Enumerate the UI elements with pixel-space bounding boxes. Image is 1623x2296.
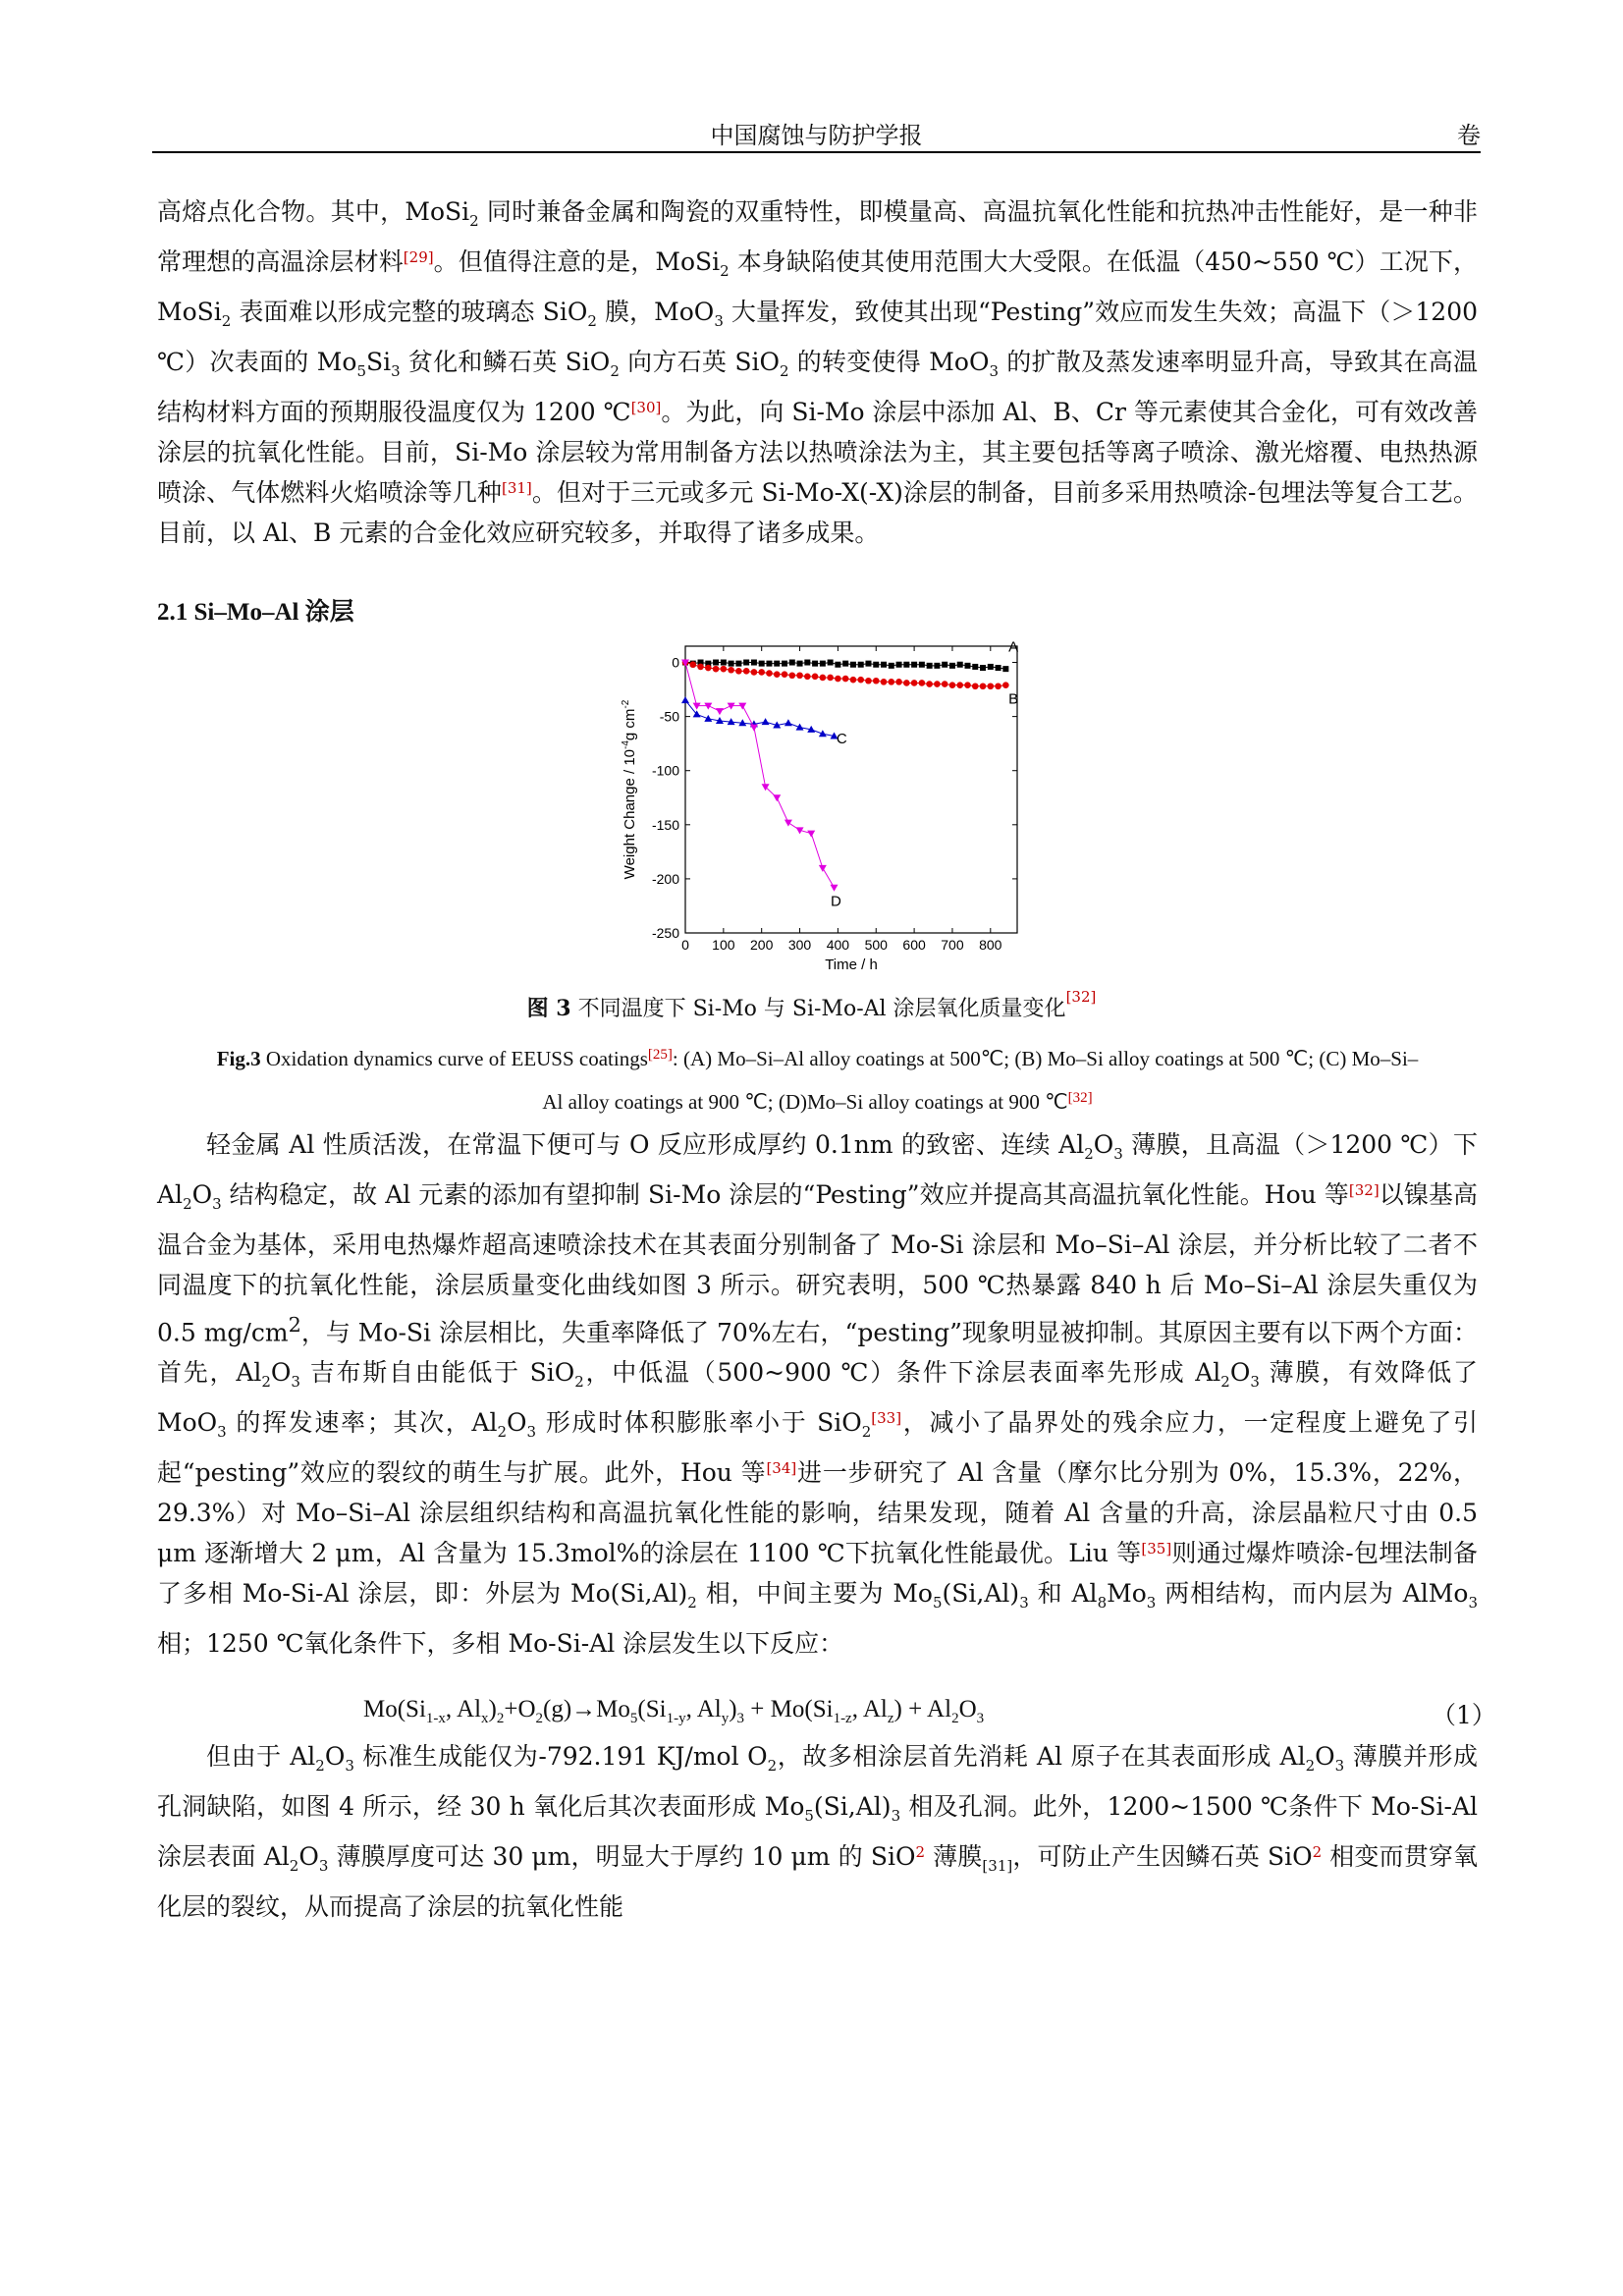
citation[interactable]: [33] xyxy=(871,1409,902,1428)
data-point-B xyxy=(857,677,864,683)
data-point-B xyxy=(689,661,696,668)
data-point-A xyxy=(828,660,834,666)
data-point-A xyxy=(942,662,947,668)
data-point-A xyxy=(797,661,803,667)
data-point-B xyxy=(812,674,819,681)
series-label-B: B xyxy=(1008,690,1019,708)
data-point-B xyxy=(774,671,781,678)
x-tick-label: 600 xyxy=(902,937,926,953)
data-point-B xyxy=(1002,682,1009,688)
data-point-D xyxy=(819,865,827,872)
data-point-B xyxy=(988,683,995,689)
data-point-A xyxy=(889,663,894,669)
data-point-A xyxy=(850,662,856,668)
x-tick-label: 0 xyxy=(681,937,689,953)
data-point-B xyxy=(926,681,933,687)
data-point-A xyxy=(1002,666,1008,672)
equation-1: $Mo(Si_{1-x}$, $Al_x)_2+O_2(g)\to Mo_5(Si_{1-y}$, $Al_y)_3 + Mo(Si_{1-z}$, $Al_z) + Al_2O_3$ xyxy=(363,1696,985,1726)
figure-caption-en: Fig.3 Oxidation dynamics curve of EEUSS coatings[25]: (A) Mo–Si–Al alloy coatings at 500℃; (B) Mo–Si alloy coatings at 500 ℃; (C) Mo–Si–Al alloy coatings at 900 ℃; (D)Mo–Si alloy coatings at 900 ℃[32] xyxy=(216,1047,1419,1114)
data-point-A xyxy=(789,660,795,666)
data-point-B xyxy=(980,683,987,689)
data-point-B xyxy=(949,682,956,688)
data-point-A xyxy=(972,664,978,670)
data-point-B xyxy=(873,678,880,684)
paragraph-al2o3: 但由于 $Al_2O_3$ 标准生成能仅为-792.191 KJ/mol $O_2$，故多相涂层首先消耗 Al 原子在其表面形成 $Al_2O_3$ 薄膜并形成孔洞缺陷，如图 4 所示，经 30 h 氧化后其次表面形成 $Mo_5(Si,Al)_3$ 相及孔洞。此外，1200~1500 ℃条件下 Mo-Si-Al 涂层表面 $Al_2O_3$ 薄膜厚度可达 30 μm，明显大于厚约 10 μm 的 SiO$^2$ 薄膜$_{[31]}$，可防止产生因鳞石英 SiO$^2$ 相变而贯穿氧化层的裂纹，从而提高了涂层的抗氧化性能 xyxy=(157,1742,1479,1921)
y-axis-label: Weight Change / $10^{-4}g$ $cm^{-2}$ xyxy=(621,699,638,880)
data-point-B xyxy=(835,676,841,683)
data-point-B xyxy=(964,682,971,688)
data-point-A xyxy=(988,664,994,670)
citation[interactable]: [32] xyxy=(1348,1181,1380,1199)
paragraph-al: 轻金属 Al 性质活泼，在常温下便可与 O 反应形成厚约 0.1nm 的致密、连续 $Al_2O_3$ 薄膜，且高温（＞1200 ℃）下 $Al_2O_3$ 结构稳定，故 Al 元素的添加有望抑制 Si-Mo 涂层的“Pesting”效应并提高其高温抗氧化性能。Hou 等[32]以镍基高温合金为基体，采用电热爆炸超高速喷涂技术在其表面分别制备了 Mo-Si 涂层和 Mo–Si–Al 涂层，并分析比较了二者不同温度下的抗氧化性能，涂层质量变化曲线如图 3 所示。研究表明，500 ℃热暴露 840 h 后 Mo–Si–Al 涂层失重仅为 0.5 $mg/cm^2$，与 Mo-Si 涂层相比，失重率降低了 70%左右，“pesting”现象明显被抑制。其原因主要有以下两个方面：首先，$Al_2O_3$ 吉布斯自由能低于 SiO$_2$，中低温（500~900 ℃）条件下涂层表面率先形成 $Al_2O_3$ 薄膜，有效降低了 MoO$_3$ 的挥发速率；其次，$Al_2O_3$ 形成时体积膨胀率小于 SiO$_2$[33]，减小了晶界处的残余应力，一定程度上避免了引起“pesting”效应的裂纹的萌生与扩展。此外，Hou 等[34]进一步研究了 Al 含量（摩尔比分别为 0%，15.3%，22%，29.3%）对 Mo–Si–Al 涂层组织结构和高温抗氧化性能的影响，结果发现，随着 Al 含量的升高，涂层晶粒尺寸由 0.5 μm 逐渐增大 2 μm，Al 含量为 15.3mol%的涂层在 1100 ℃下抗氧化性能最优。Liu 等[35]则通过爆炸喷涂-包埋法制备了多相 Mo-Si-Al 涂层，即：外层为 $Mo(Si,Al)_2$ 相，中间主要为 $Mo_5(Si,Al)_3$ 和 $Al_8Mo_3$ 两相结构，而内层为 AlMo$_3$ 相；1250 ℃氧化条件下，多相 Mo-Si-Al 涂层发生以下反应： xyxy=(157,1130,1479,1659)
data-point-D xyxy=(750,725,758,732)
data-point-B xyxy=(820,675,827,682)
data-point-D xyxy=(784,820,792,827)
plot-frame xyxy=(685,646,1017,933)
y-tick-label: 0 xyxy=(672,654,679,671)
data-point-A xyxy=(927,663,933,669)
data-point-B xyxy=(713,666,720,673)
x-tick-label: 200 xyxy=(750,937,774,953)
data-point-A xyxy=(903,662,909,668)
data-point-A xyxy=(766,661,772,667)
data-point-A xyxy=(820,661,826,667)
data-point-B xyxy=(735,668,742,675)
data-point-A xyxy=(713,660,719,666)
data-point-B xyxy=(782,671,788,678)
weight-change-chart xyxy=(609,638,1031,992)
y-tick-label: -200 xyxy=(651,870,679,887)
data-point-B xyxy=(743,668,750,675)
series-label-A: A xyxy=(1008,638,1019,656)
data-point-A xyxy=(759,661,765,667)
data-point-B xyxy=(865,678,872,684)
data-point-B xyxy=(995,683,1001,689)
data-point-A xyxy=(743,660,749,666)
data-point-A xyxy=(980,665,986,671)
data-point-A xyxy=(729,661,734,667)
data-point-B xyxy=(842,676,849,683)
y-tick-label: -50 xyxy=(659,708,679,725)
data-point-B xyxy=(796,672,803,679)
data-point-B xyxy=(942,681,948,687)
data-point-C xyxy=(762,718,770,725)
data-point-B xyxy=(919,680,926,686)
x-axis-label: Time / h xyxy=(825,957,878,973)
data-point-B xyxy=(888,679,894,685)
data-point-D xyxy=(831,885,839,892)
equation-number: （1） xyxy=(1432,1701,1496,1729)
data-point-B xyxy=(788,672,795,679)
data-point-A xyxy=(949,663,955,669)
citation[interactable]: [34] xyxy=(766,1459,797,1478)
data-point-B xyxy=(911,680,918,686)
data-point-A xyxy=(842,661,848,667)
citation[interactable]: [32] xyxy=(1065,988,1097,1006)
data-point-A xyxy=(964,663,970,669)
data-point-B xyxy=(728,667,734,674)
series-label-D: D xyxy=(831,893,841,910)
data-point-B xyxy=(697,664,704,671)
data-point-A xyxy=(804,660,810,666)
data-point-B xyxy=(804,674,811,681)
data-point-B xyxy=(881,679,888,685)
data-point-B xyxy=(705,665,712,672)
x-tick-label: 500 xyxy=(864,937,888,953)
data-point-C xyxy=(796,724,804,731)
data-point-A xyxy=(835,662,840,668)
data-point-B xyxy=(934,681,941,687)
data-point-C xyxy=(681,696,689,703)
y-tick-label: -250 xyxy=(651,925,679,941)
data-point-A xyxy=(919,662,925,668)
y-tick-label: -100 xyxy=(651,762,679,779)
citation[interactable]: [25] xyxy=(647,1047,673,1063)
data-point-B xyxy=(956,682,963,688)
data-point-B xyxy=(758,669,765,676)
volume-label: 卷 xyxy=(1457,122,1481,149)
citation[interactable]: [30] xyxy=(630,399,662,416)
running-header xyxy=(152,106,1481,153)
data-point-A xyxy=(782,661,787,667)
data-point-A xyxy=(934,663,940,669)
data-point-A xyxy=(735,661,741,667)
data-point-D xyxy=(773,794,781,801)
data-point-A xyxy=(774,661,780,667)
data-point-B xyxy=(721,666,728,673)
data-point-A xyxy=(751,660,757,666)
data-point-A xyxy=(896,662,902,668)
series-label-C: C xyxy=(836,731,847,748)
data-point-B xyxy=(827,675,834,682)
x-tick-label: 300 xyxy=(787,937,812,953)
paragraph-intro: 高熔点化合物。其中，MoSi$_2$ 同时兼备金属和陶瓷的双重特性，即模量高、高温抗氧化性能和抗热冲击性能好，是一种非常理想的高温涂层材料[29]。但值得注意的是，MoSi$_2$ 本身缺陷使其使用范围大大受限。在低温（450~550 ℃）工况下，MoSi$_2$ 表面难以形成完整的玻璃态 SiO$_2$ 膜，MoO$_3$ 大量挥发，致使其出现“Pesting”效应而发生失效；高温下（＞1200 ℃）次表面的 $Mo_5Si_3$ 贫化和鳞石英 SiO$_2$ 向方石英 SiO$_2$ 的转变使得 MoO$_3$ 的扩散及蒸发速率明显升高，导致其在高温结构材料方面的预期服役温度仅为 1200 ℃[30]。为此，向 Si-Mo 涂层中添加 Al、B、Cr 等元素使其合金化，可有效改善涂层的抗氧化性能。目前，Si-Mo 涂层较为常用制备方法以热喷涂法为主，其主要包括等离子喷涂、激光熔覆、电热热源喷涂、气体燃料火焰喷涂等几种[31]。但对于三元或多元 Si-Mo-X(-X)涂层的制备，目前多采用热喷涂-包埋法等复合工艺。目前，以 Al、B 元素的合金化效应研究较多，并取得了诸多成果。 xyxy=(157,197,1479,547)
data-point-A xyxy=(873,662,879,668)
data-point-A xyxy=(911,662,917,668)
figure-3 xyxy=(609,638,1031,992)
section-heading: 2.1 Si–Mo–Al 涂层 xyxy=(157,599,354,626)
figure-caption-cn: 图 3 不同温度下 Si-Mo 与 Si-Mo-Al 涂层氧化质量变化[32] xyxy=(526,988,1097,1021)
data-point-A xyxy=(865,661,871,667)
citation[interactable]: [32] xyxy=(1067,1090,1093,1106)
data-point-C xyxy=(784,719,792,726)
citation[interactable]: 2 xyxy=(1312,1843,1323,1861)
data-point-B xyxy=(850,677,857,683)
data-point-A xyxy=(881,662,887,668)
data-point-C xyxy=(704,715,712,722)
journal-title: 中国腐蚀与防护学报 xyxy=(710,122,923,149)
data-point-B xyxy=(766,670,773,677)
data-point-A xyxy=(812,661,818,667)
data-point-B xyxy=(751,669,758,676)
data-point-B xyxy=(903,680,910,686)
citation[interactable]: 2 xyxy=(915,1843,926,1861)
citation[interactable]: [29] xyxy=(403,248,434,266)
data-point-A xyxy=(721,660,727,666)
data-point-D xyxy=(716,708,724,715)
x-tick-label: 400 xyxy=(826,937,850,953)
citation[interactable]: [35] xyxy=(1141,1540,1172,1558)
data-point-C xyxy=(819,730,827,737)
data-point-A xyxy=(996,665,1001,671)
data-point-D xyxy=(807,831,815,838)
data-point-A xyxy=(858,662,864,668)
data-point-B xyxy=(972,683,979,689)
x-tick-label: 800 xyxy=(979,937,1002,953)
series-line-D xyxy=(685,663,835,888)
x-tick-label: 100 xyxy=(712,937,735,953)
data-point-A xyxy=(957,662,963,668)
x-tick-label: 700 xyxy=(941,937,964,953)
y-tick-label: -150 xyxy=(651,816,679,833)
data-point-B xyxy=(895,679,902,685)
citation[interactable]: [31] xyxy=(501,479,532,497)
